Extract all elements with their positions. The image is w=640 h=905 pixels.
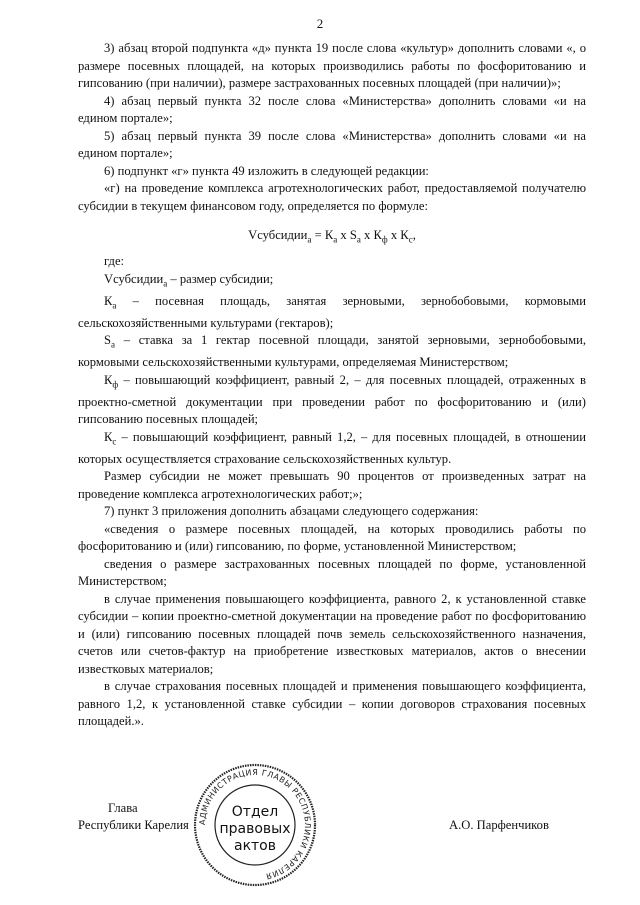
symbol: S xyxy=(104,333,112,348)
formula-sub: а xyxy=(333,234,338,245)
paragraph: 5) абзац первый пункта 39 после слова «Министерства» дополнить словами «и на едином портале»; xyxy=(78,128,586,160)
paragraph: «сведения о размере посевных площадей, на которых проводились работы по фосфоритованию и (или) гипсованию, по форме, установленной Министерством; xyxy=(78,521,586,554)
page-number: 2 xyxy=(316,16,324,31)
paragraph: 7) пункт 3 приложения дополнить абзацами следующего содержания: xyxy=(104,504,479,519)
formula-part: = К xyxy=(311,228,334,242)
official-stamp xyxy=(190,760,320,890)
definition-k xyxy=(78,293,586,333)
paragraph: сведения о размере застрахованных посевных площадей по форме, установленной Министерством; xyxy=(78,556,586,589)
subsidy-formula xyxy=(78,227,586,249)
signatory-title-line2: Республики Карелия xyxy=(78,818,189,832)
symbol-sub: с xyxy=(112,436,117,447)
symbol: Vсубсидии xyxy=(104,271,164,286)
formula-sub: а xyxy=(356,234,361,245)
paragraph: в случае применения повышающего коэффициента, равного 2, к установленной ставке субсидии – копии проектно-сметной документации на проведение работ по фосфоритованию и (или) гипсованию посевных площадей почв земель сельскохозяйственного назначения, счетов или счетов-фактур на приобретение известковых материалов, актов о внесении известковых материалов; xyxy=(78,591,586,676)
paragraph: в случае страхования посевных площадей и применения повышающего коэффициента, равного 1,2, к установленной ставке субсидии – копии договоров страхования посевных площадей.». xyxy=(78,679,586,729)
definition-kc xyxy=(78,429,586,469)
definition-text: – посевная площадь, занятая зерновыми, зернобобовыми, кормовыми сельскохозяйственными культурами (гектаров); xyxy=(78,293,586,330)
definition-v xyxy=(78,271,586,293)
paragraph: «г) на проведение комплекса агротехнологических работ, предоставляемой получателю субсидии в текущем финансовом году, определяется по формуле: xyxy=(78,181,586,213)
definition-text: – повышающий коэффициент, равный 1,2, – для посевных площадей, в отношении которых осуществляется страхование сельскохозяйственных культур. xyxy=(78,429,586,466)
symbol: К xyxy=(104,429,113,444)
signatory-title xyxy=(78,800,189,834)
definition-text: – повышающий коэффициент, равный 2, – для посевных площадей, отраженных в проектно-сметной документации при проведении работ по фосфоритованию и (или) гипсованию посевных площадей; xyxy=(78,372,586,427)
paragraph: Размер субсидии не может превышать 90 процентов от произведенных затрат на проведение комплекса агротехнологических работ;»; xyxy=(78,469,586,501)
formula-sub: с xyxy=(408,234,413,245)
symbol-sub: а xyxy=(111,339,116,350)
formula-sub: ф xyxy=(381,234,388,245)
symbol-sub: ф xyxy=(112,379,119,390)
formula-part: x К xyxy=(360,228,382,242)
formula-part: , xyxy=(412,228,416,242)
signatory-title-line1: Глава xyxy=(108,801,138,815)
paragraph: 3) абзац второй подпункта «д» пункта 19 после слова «культур» дополнить словами «, о размере посевных площадей, на которых производились работы по фосфоритованию и гипсованию (при наличии), размере застрахованных посевных площадей (при наличии)»; xyxy=(78,41,586,90)
document-body xyxy=(78,40,586,731)
symbol-sub: а xyxy=(112,300,117,311)
paragraph: 6) подпункт «г» пункта 49 изложить в следующей редакции: xyxy=(104,163,429,178)
definition-text: – размер субсидии; xyxy=(167,271,274,286)
definition-text: – ставка за 1 гектар посевной площади, занятой зерновыми, зернобобовыми, кормовыми сельскохозяйственными культурами, определяемая Министерством; xyxy=(78,333,586,370)
symbol: К xyxy=(104,293,113,308)
formula-sub: а xyxy=(307,234,312,245)
paragraph: 4) абзац первый пункта 32 после слова «Министерства» дополнить словами «и на едином портале»; xyxy=(78,93,586,125)
stamp-ring-text: АДМИНИСТРАЦИЯ ГЛАВЫ РЕСПУБЛИКИ КАРЕЛИЯ xyxy=(197,767,313,881)
formula-part: x S xyxy=(337,228,357,242)
symbol-sub: а xyxy=(163,278,168,289)
signatory-name: А.О. Парфенчиков xyxy=(449,818,549,832)
formula-part: x К xyxy=(387,228,409,242)
stamp-line3: актов xyxy=(233,838,277,854)
formula-part: Vсубсидии xyxy=(248,228,308,242)
stamp-line2: правовых xyxy=(219,821,291,837)
where-label: где: xyxy=(104,254,125,269)
definition-kf xyxy=(78,372,586,429)
definition-s xyxy=(78,332,586,372)
stamp-line1: Отдел xyxy=(231,804,279,820)
symbol: К xyxy=(104,372,113,387)
